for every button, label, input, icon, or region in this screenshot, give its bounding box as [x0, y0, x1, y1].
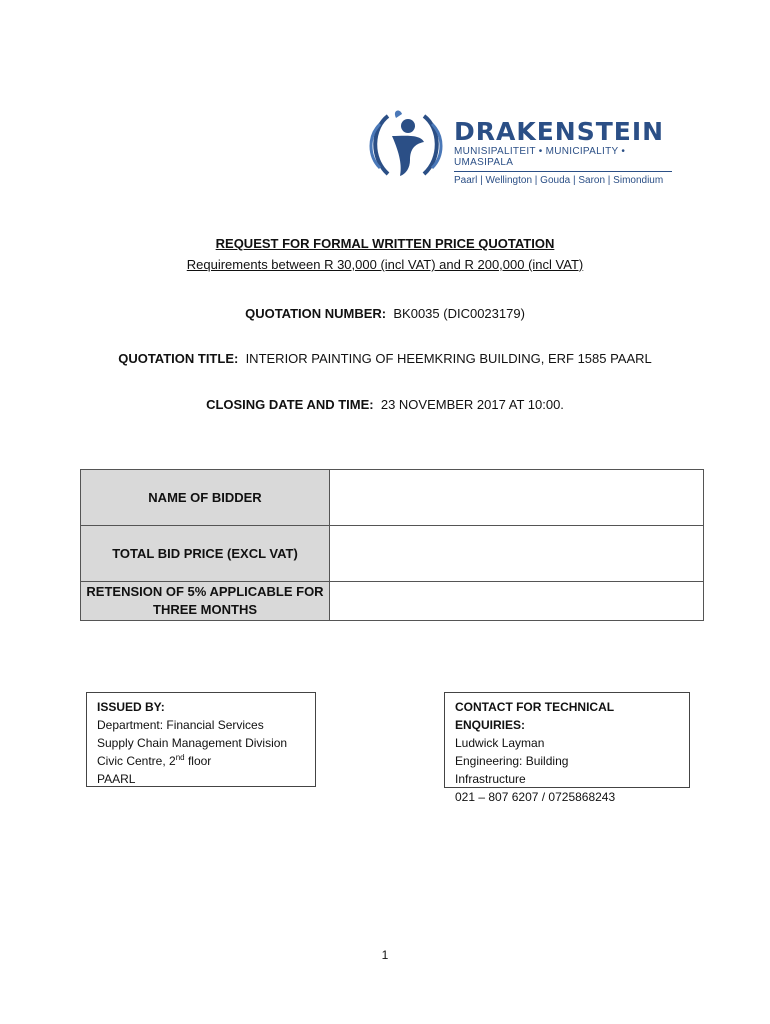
- page-number: 1: [381, 948, 389, 962]
- quotation-number-label: QUOTATION NUMBER:: [245, 306, 387, 321]
- contact-department-cont: Infrastructure: [455, 772, 526, 786]
- bidder-name-label: NAME OF BIDDER: [81, 470, 330, 526]
- contact-department: Engineering: Building: [455, 754, 569, 768]
- issued-by-box: [86, 692, 316, 787]
- ordinal-suffix: nd: [175, 753, 185, 762]
- logo-divider: [454, 171, 672, 172]
- issued-by-heading: ISSUED BY:: [97, 700, 165, 714]
- contact-name: Ludwick Layman: [455, 736, 545, 750]
- drakenstein-logo: [366, 106, 676, 186]
- bidder-name-field[interactable]: [330, 470, 704, 526]
- technical-contact-box: [444, 692, 690, 804]
- closing-date-value: 23 NOVEMBER 2017 AT 10:00.: [380, 397, 564, 412]
- location-floor: floor: [184, 754, 212, 768]
- table-row: [81, 526, 704, 582]
- location-text: Civic Centre, 2: [97, 754, 176, 768]
- total-bid-price-field[interactable]: [330, 526, 704, 582]
- bid-details-table: [80, 469, 704, 621]
- document-title: REQUEST FOR FORMAL WRITTEN PRICE QUOTATION: [215, 236, 555, 251]
- issued-by-location: [97, 752, 305, 770]
- quotation-title-label: QUOTATION TITLE:: [118, 351, 239, 366]
- table-row: [81, 470, 704, 526]
- quotation-title-line: [0, 351, 770, 366]
- logo-towns: Paarl | Wellington | Gouda | Saron | Simondium: [454, 175, 664, 186]
- logo-subtitle: MUNISIPALITEIT • MUNICIPALITY • UMASIPALA: [454, 146, 626, 168]
- issued-by-town: PAARL: [97, 772, 136, 786]
- quotation-number-value: BK0035 (DIC0023179): [393, 306, 525, 321]
- logo-name: DRAKENSTEIN: [454, 117, 665, 146]
- closing-date-label: CLOSING DATE AND TIME:: [206, 397, 374, 412]
- closing-date-line: [0, 397, 770, 412]
- contact-heading: CONTACT FOR TECHNICAL ENQUIRIES:: [455, 700, 614, 732]
- issued-by-division: Supply Chain Management Division: [97, 736, 288, 750]
- quotation-number-line: [0, 306, 770, 321]
- document-subtitle: Requirements between R 30,000 (incl VAT) and R 200,000 (incl VAT): [186, 257, 584, 272]
- drakenstein-emblem-icon: [366, 106, 446, 182]
- issued-by-department: Department: Financial Services: [97, 718, 264, 732]
- retension-field[interactable]: [330, 582, 704, 621]
- table-row: [81, 582, 704, 621]
- contact-phone: 021 – 807 6207 / 0725868243: [455, 790, 616, 804]
- quotation-title-value: INTERIOR PAINTING OF HEEMKRING BUILDING, ERF 1585 PAARL: [245, 351, 652, 366]
- total-bid-price-label: TOTAL BID PRICE (EXCL VAT): [81, 526, 330, 582]
- retension-label: RETENSION OF 5% APPLICABLE FOR THREE MONTHS: [81, 582, 330, 621]
